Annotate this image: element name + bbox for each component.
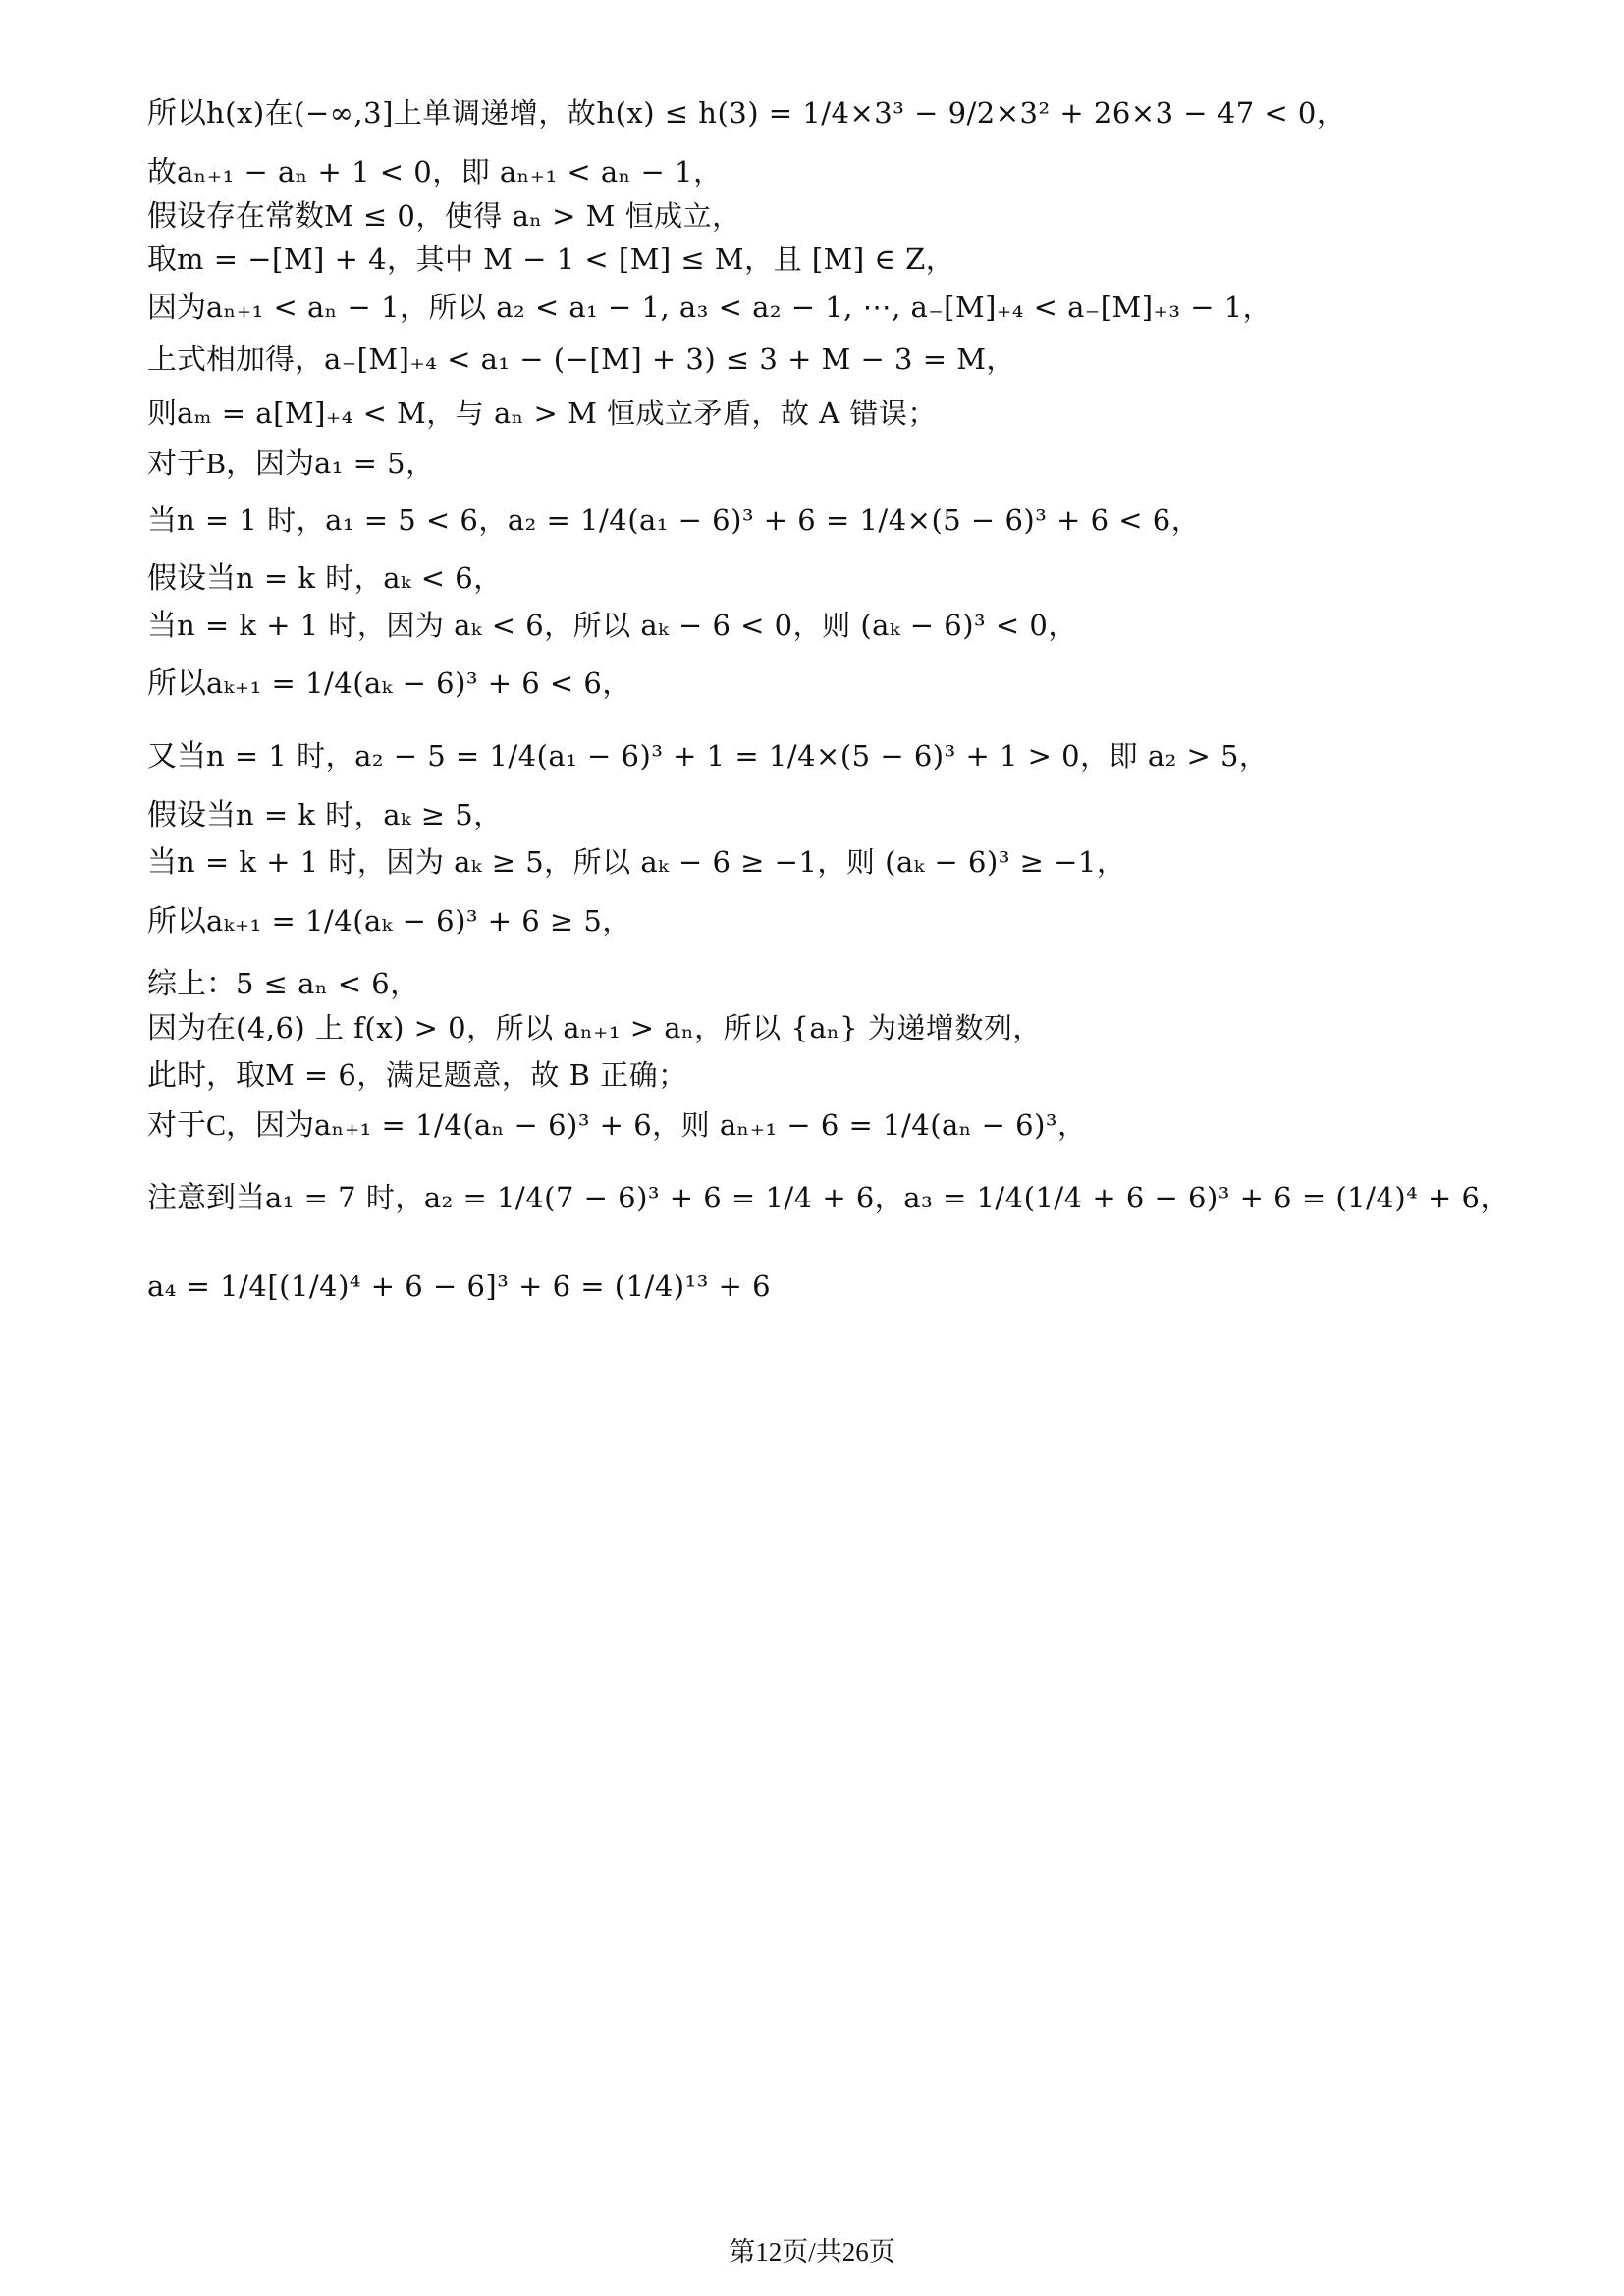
line-16: 所以aₖ₊₁ = 1/4(aₖ − 6)³ + 6 ≥ 5， [147, 904, 631, 937]
line-3: 假设存在常数M ≤ 0，使得 aₙ > M 恒成立， [147, 199, 741, 233]
line-13: 又当n = 1 时，a₂ − 5 = 1/4(a₁ − 6)³ + 1 = 1/4×(5 − 6)³ + 1 > 0，即 a₂ > 5， [147, 739, 1269, 773]
line-9: 当n = 1 时，a₁ = 5 < 6，a₂ = 1/4(a₁ − 6)³ + 6 = 1/4×(5 − 6)³ + 6 < 6， [147, 504, 1201, 537]
line-10: 假设当n = k 时，aₖ < 6， [147, 561, 503, 595]
line-6: 上式相加得，a₋[M]₊₄ < a₁ − (−[M] + 3) ≤ 3 + M − 3 = M， [147, 343, 1015, 376]
line-12: 所以aₖ₊₁ = 1/4(aₖ − 6)³ + 6 < 6， [147, 667, 631, 700]
line-18: 因为在(4,6) 上 f(x) > 0，所以 aₙ₊₁ > aₙ，所以 {aₙ} 为递增数列， [147, 1011, 1042, 1044]
line-22: a₄ = 1/4[(1/4)⁴ + 6 − 6]³ + 6 = (1/4)¹³ + 6 [147, 1269, 772, 1303]
page-footer: 第12页/共26页 [729, 2237, 895, 2267]
line-20: 对于C，因为aₙ₊₁ = 1/4(aₙ − 6)³ + 6，则 aₙ₊₁ − 6 = 1/4(aₙ − 6)³， [147, 1108, 1087, 1142]
line-4: 取m = −[M] + 4，其中 M − 1 < [M] ≤ M，且 [M] ∈ Z， [147, 242, 955, 276]
line-11: 当n = k + 1 时，因为 aₖ < 6，所以 aₖ − 6 < 0，则 (aₖ − 6)³ < 0， [147, 609, 1077, 642]
line-7: 则aₘ = a[M]₊₄ < M，与 aₙ > M 恒成立矛盾，故 A 错误； [147, 397, 937, 430]
line-2: 故aₙ₊₁ − aₙ + 1 < 0，即 aₙ₊₁ < aₙ − 1， [147, 155, 723, 188]
line-5: 因为aₙ₊₁ < aₙ − 1，所以 a₂ < a₁ − 1, a₃ < a₂ − 1, ⋯, a₋[M]₊₄ < a₋[M]₊₃ − 1， [147, 291, 1272, 324]
line-17: 综上：5 ≤ aₙ < 6， [147, 967, 419, 1000]
line-1: 所以h(x)在(−∞,3]上单调递增，故h(x) ≤ h(3) = 1/4×3³ − 9/2×3² + 26×3 − 47 < 0， [147, 96, 1346, 130]
line-21: 注意到当a₁ = 7 时，a₂ = 1/4(7 − 6)³ + 6 = 1/4 + 6，a₃ = 1/4(1/4 + 6 − 6)³ + 6 = (1/4)⁴ + 6， [147, 1181, 1509, 1214]
line-8: 对于B，因为a₁ = 5， [147, 447, 435, 480]
line-14: 假设当n = k 时，aₖ ≥ 5， [147, 798, 503, 831]
line-15: 当n = k + 1 时，因为 aₖ ≥ 5，所以 aₖ − 6 ≥ −1，则 (aₖ − 6)³ ≥ −1， [147, 845, 1126, 879]
line-19: 此时，取M = 6，满足题意，故 B 正确； [147, 1058, 687, 1092]
